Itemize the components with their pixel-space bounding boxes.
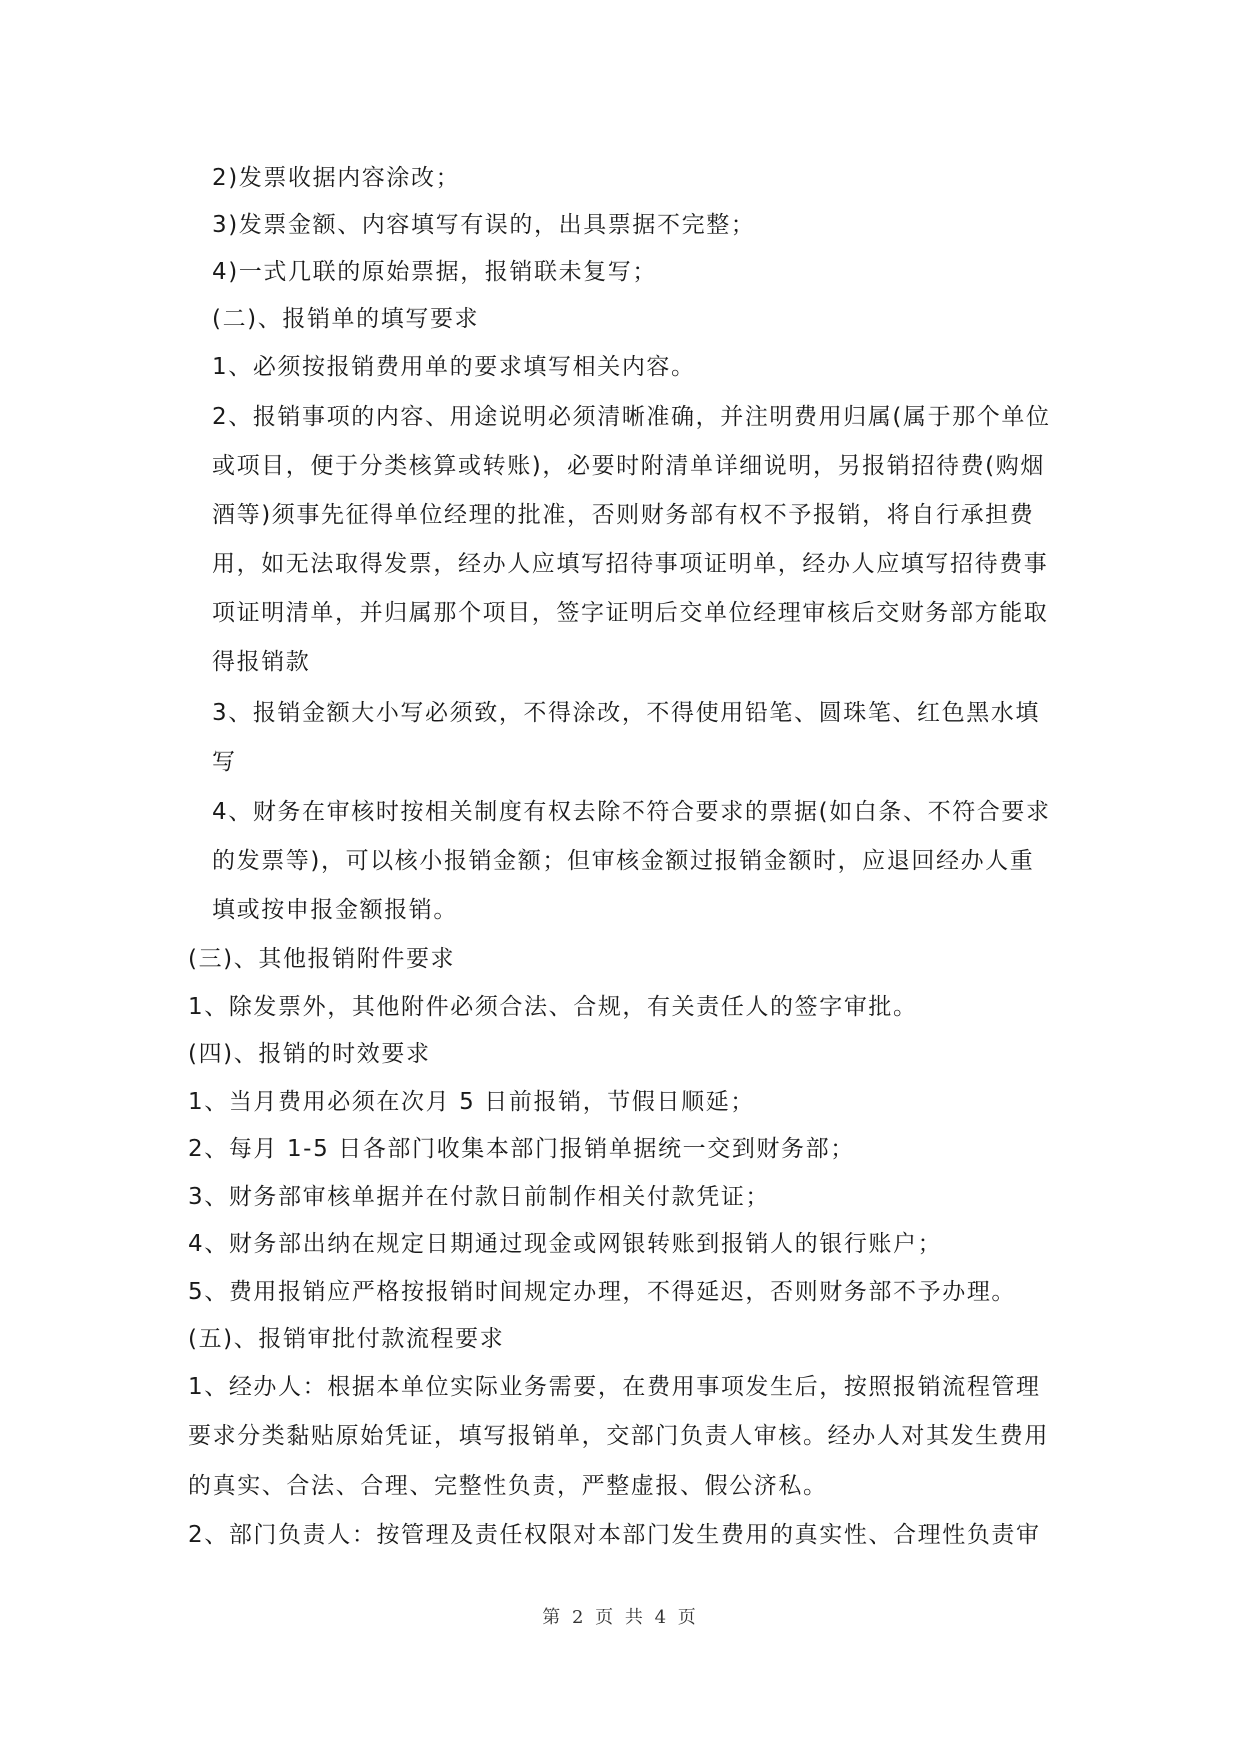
text-line: 填或按申报金额报销。 bbox=[212, 897, 458, 923]
text-line: 1、必须按报销费用单的要求填写相关内容。 bbox=[212, 354, 696, 380]
text-line: 2、每月 1-5 日各部门收集本部门报销单据统一交到财务部； bbox=[188, 1136, 855, 1162]
text-line: 的发票等)，可以核小报销金额；但审核金额过报销金额时，应退回经办人重 bbox=[212, 848, 1035, 874]
text-line: 写 bbox=[212, 749, 237, 775]
section-heading: (四)、报销的时效要求 bbox=[188, 1041, 431, 1067]
text-line: 3)发票金额、内容填写有误的，出具票据不完整； bbox=[212, 212, 756, 238]
text-line: 要求分类黏贴原始凭证，填写报销单，交部门负责人审核。经办人对其发生费用 bbox=[188, 1423, 1049, 1449]
text-line: 得报销款 bbox=[212, 649, 311, 675]
text-line: 4、财务在审核时按相关制度有权去除不符合要求的票据(如白条、不符合要求 bbox=[212, 799, 1051, 825]
text-line: 酒等)须事先征得单位经理的批准，否则财务部有权不予报销，将自行承担费 bbox=[212, 502, 1035, 528]
text-line: 或项目，便于分类核算或转账)，必要时附清单详细说明，另报销招待费(购烟 bbox=[212, 453, 1045, 479]
text-line: 4)一式几联的原始票据，报销联未复写； bbox=[212, 259, 658, 285]
text-line: 用，如无法取得发票，经办人应填写招待事项证明单，经办人应填写招待费事 bbox=[212, 551, 1049, 577]
text-line: 5、费用报销应严格按报销时间规定办理，不得延迟，否则财务部不予办理。 bbox=[188, 1279, 1017, 1305]
text-line: 1、除发票外，其他附件必须合法、合规，有关责任人的签字审批。 bbox=[188, 994, 918, 1020]
text-line: 1、经办人：根据本单位实际业务需要，在费用事项发生后，按照报销流程管理 bbox=[188, 1374, 1041, 1400]
text-line: 项证明清单，并归属那个项目，签字证明后交单位经理审核后交财务部方能取 bbox=[212, 600, 1049, 626]
text-line: 2、部门负责人：按管理及责任权限对本部门发生费用的真实性、合理性负责审 bbox=[188, 1522, 1041, 1548]
section-heading: (二)、报销单的填写要求 bbox=[212, 306, 480, 332]
text-line: 1、当月费用必须在次月 5 日前报销，节假日顺延； bbox=[188, 1089, 755, 1115]
section-heading: (三)、其他报销附件要求 bbox=[188, 946, 456, 972]
text-line: 3、报销金额大小写必须致，不得涂改，不得使用铅笔、圆珠笔、红色黑水填 bbox=[212, 700, 1041, 726]
text-line: 的真实、合法、合理、完整性负责，严整虚报、假公济私。 bbox=[188, 1473, 828, 1499]
text-line: 2)发票收据内容涂改； bbox=[212, 165, 461, 191]
text-line: 4、财务部出纳在规定日期通过现金或网银转账到报销人的银行账户； bbox=[188, 1231, 943, 1257]
text-line: 2、报销事项的内容、用途说明必须清晰准确，并注明费用归属(属于那个单位 bbox=[212, 404, 1051, 430]
text-line: 3、财务部审核单据并在付款日前制作相关付款凭证； bbox=[188, 1184, 771, 1210]
section-heading: (五)、报销审批付款流程要求 bbox=[188, 1326, 505, 1352]
page-number-footer: 第 2 页 共 4 页 bbox=[542, 1607, 699, 1628]
